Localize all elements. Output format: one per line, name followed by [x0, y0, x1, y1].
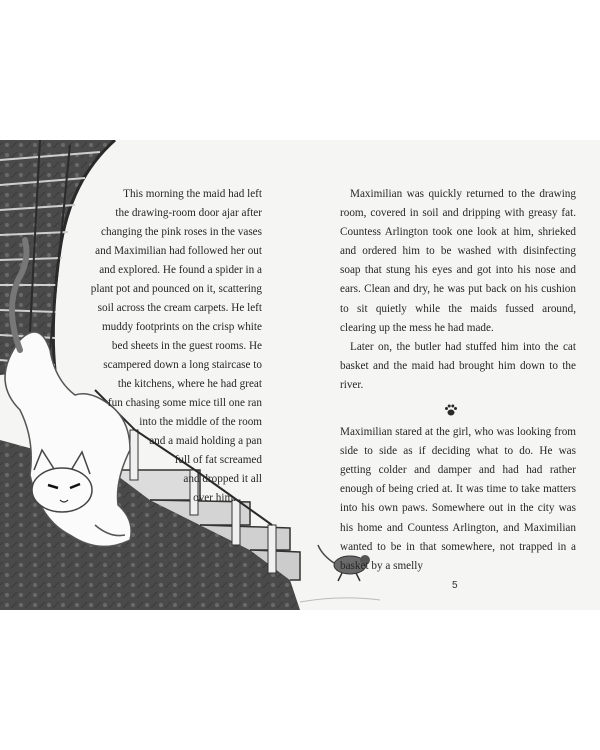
text-line: scampered down a long staircase to	[103, 359, 262, 371]
paragraph: Maximilian was quickly returned to the drawing room, covered in soil and dripping with greasy fat. Countess Arlington took one look at him, shrieked and ordered him to be washed with disinfecting soap that stung his eyes and got into his nose and ears. Clean and dry, he was put back on his cushion to sit quietly while the maids fussed around, clearing up the mess he had made.	[340, 188, 576, 334]
paw-print-icon	[444, 403, 458, 417]
text-line: and Maximilian had followed her out	[95, 245, 262, 257]
text-line: and dropped it all	[183, 473, 262, 485]
text-line: over him.	[193, 492, 236, 504]
paw-divider	[340, 395, 576, 423]
text-line: the drawing-room door ajar after	[115, 207, 262, 219]
paragraph: Later on, the butler had stuffed him into the cat basket and the maid had brought him down to the river.	[340, 340, 576, 391]
text-line: and explored. He found a spider in a	[99, 264, 262, 276]
text-line: This morning the maid had left	[123, 188, 262, 200]
book-spread	[0, 140, 600, 610]
text-line: the kitchens, where he had great	[117, 378, 262, 390]
text-line: and a maid holding a pan	[149, 435, 262, 447]
text-line: fun chasing some mice till one ran	[107, 397, 262, 409]
text-line: full of fat screamed	[174, 454, 262, 466]
page-number: 5	[452, 580, 458, 591]
text-line: into the middle of the room	[139, 416, 262, 428]
paragraph: Maximilian stared at the girl, who was looking from side to side as if deciding what to do. He was getting colder and damper and had had rather enough of being cried at. It was time to take matters into his own paws. Somewhere out in the city was his home and Countess Arlington, and Maximilian wanted to be in that somewhere, not trapped in a basket by a smelly	[340, 426, 576, 572]
text-line: changing the pink roses in the vases	[101, 226, 262, 238]
text-line: soil across the cream carpets. He left	[97, 302, 262, 314]
text-line: muddy footprints on the crisp white	[101, 321, 262, 333]
text-line: bed sheets in the guest rooms. He	[111, 340, 262, 352]
text-line: plant pot and pounced on it, scattering	[90, 283, 262, 295]
right-page-text	[340, 185, 576, 576]
